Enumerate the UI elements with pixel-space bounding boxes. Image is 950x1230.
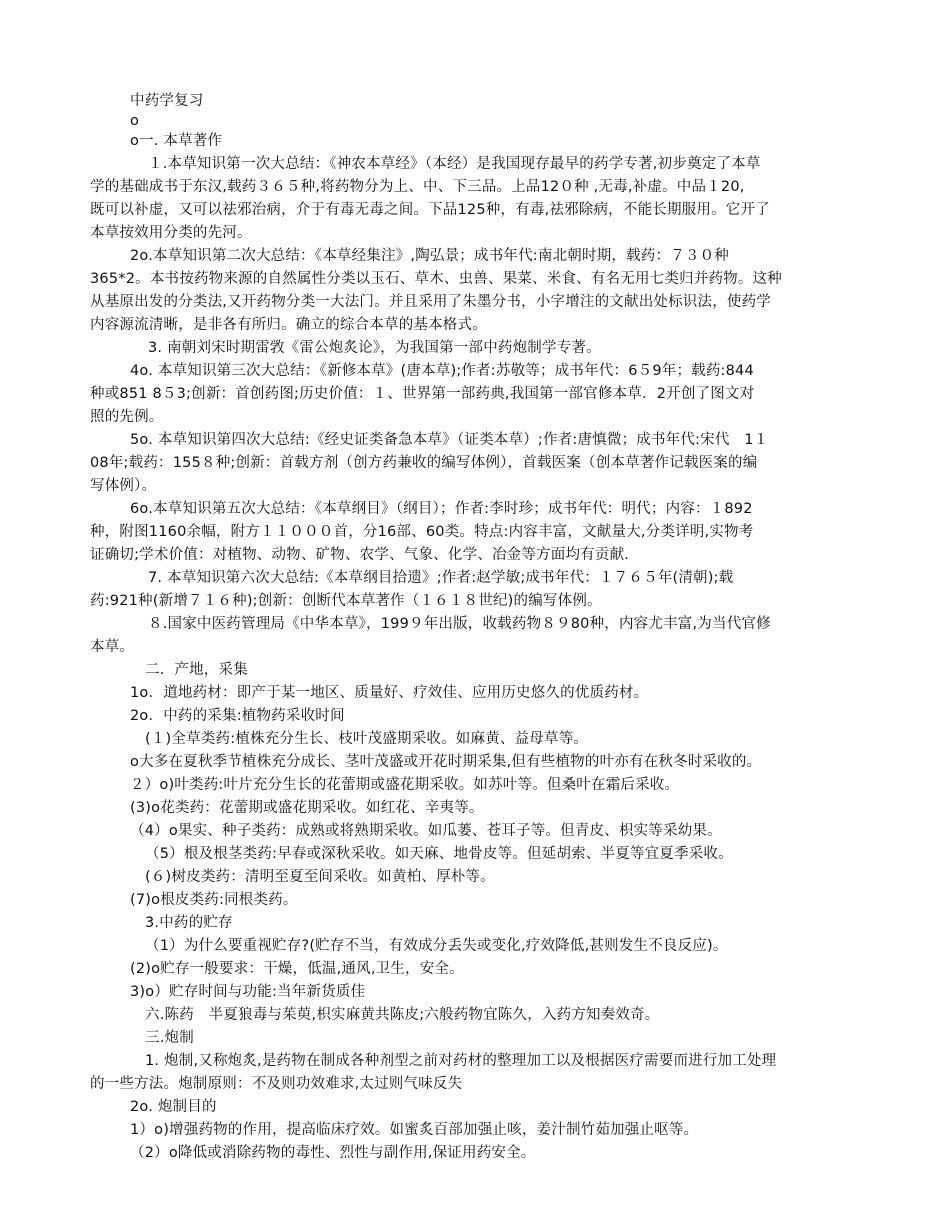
paragraph-line: 1）o)增强药物的作用，提高临床疗效。如蜜炙百部加强止咳，姜汁制竹茹加强止呕等。 [130, 1122, 699, 1138]
paragraph-line: （4）o果实、种子类药：成熟或将熟期采收。如瓜蒌、苍耳子等。但青皮、枳实等采幼果。 [130, 823, 722, 839]
paragraph-line: 既可以补虚，又可以祛邪治病，介于有毒无毒之间。下品125种，有毒,祛邪除病，不能长期服用。它开了 [90, 202, 770, 218]
paragraph-line: 照的先例。 [90, 409, 164, 425]
paragraph-line: 2o．中药的采集:植物药采收时间 [130, 708, 345, 724]
paragraph-line: 种，附图1160余幅，附方１１０００首，分16部、60类。特点:内容丰富，文献量大,分类详明,实物考 [90, 524, 754, 540]
paragraph-line: (3)o花类药：花蕾期或盛花期采收。如红花、辛夷等。 [130, 800, 484, 816]
section-heading: 三.炮制 [145, 1030, 194, 1046]
paragraph-line: (2)o贮存一般要求：干燥，低温,通风,卫生，安全。 [130, 961, 464, 977]
paragraph-line: 2o.本草知识第二次大总结：《本草经集注》,陶弘景；成书年代:南北朝时期，载药：７３０种 [130, 248, 729, 264]
paragraph-line: 内容源流清晰，是非各有所归。确立的综合本草的基本格式。 [90, 317, 487, 333]
paragraph-line: 证确切;学术价值：对植物、动物、矿物、农学、气象、化学、冶金等方面均有贡献. [90, 547, 630, 563]
paragraph-line: 3)o）贮存时间与功能:当年新货质佳 [130, 984, 366, 1000]
paragraph-line: （2）o降低或消除药物的毒性、烈性与副作用,保证用药安全。 [130, 1145, 536, 1161]
paragraph-line: 1o．道地药材：即产于某一地区、质量好、疗效佳、应用历史悠久的优质药材。 [130, 685, 649, 701]
paragraph-line: （5）根及根茎类药:早春或深秋采收。如天麻、地骨皮等。但延胡索、半夏等宜夏季采收。 [145, 846, 733, 862]
paragraph-line: 本草按效用分类的先河。 [90, 225, 252, 241]
section-heading: 二．产地，采集 [145, 662, 248, 678]
paragraph-line: (１)全草类药:植株充分生长、枝叶茂盛期采收。如麻黄、益母草等。 [145, 731, 589, 747]
paragraph-line: 写体例）。 [90, 478, 157, 494]
document-title: 中药学复习 [130, 93, 204, 109]
paragraph-line: １.本草知识第一次大总结：《神农本草经》（本经）是我国现存最早的药学专著,初步奠定了本草 [148, 156, 761, 172]
paragraph-line: 药:921种(新增７１６种);创新：创断代本草著作（１６１８世纪)的编写体例。 [90, 593, 602, 609]
paragraph-line: o大多在夏秋季节植株充分成长、茎叶茂盛或开花时期采集,但有些植物的叶亦有在秋冬时采收的。 [130, 754, 762, 770]
paragraph-line: 365*2。本书按药物来源的自然属性分类以玉石、草木、虫兽、果菜、米食、有名无用七类归并药物。这种 [90, 271, 782, 287]
paragraph-line: 从基原出发的分类法,又开药物分类一大法门。并且采用了朱墨分书，小字增注的文献出处标识法，使药学 [90, 294, 772, 310]
text-line: o [130, 113, 140, 129]
paragraph-line: 08年;载药：155８种;创新：首载方剂（创方药兼收的编写体例），首载医案（创本草著作记载医案的编 [90, 455, 758, 471]
paragraph-line: 4o. 本草知识第三次大总结：《新修本草》(唐本草);作者:苏敬等；成书年代：6５9年；载药:844 [130, 363, 754, 379]
section-heading: o一. 本草著作 [130, 133, 223, 149]
paragraph-line: 六.陈药 半夏狼毒与茱萸,枳实麻黄共陈皮;六般药物宜陈久，入药方知奏效奇。 [145, 1007, 660, 1023]
paragraph-line: 2o. 炮制目的 [130, 1099, 217, 1115]
paragraph-line: 7. 本草知识第六次大总结:《本草纲目拾遗》;作者:赵学敏;成书年代：１７６５年(清朝);载 [148, 570, 734, 586]
paragraph-line: 本草。 [90, 639, 135, 655]
paragraph-line: 6o.本草知识第五次大总结：《本草纲目》（纲目）；作者:李时珍；成书年代：明代；内容：１892 [130, 501, 753, 517]
paragraph-line: 种或851 8５3;创新：首创药图;历史价值：１、世界第一部药典,我国第一部官修本草．2开创了图文对 [90, 386, 755, 402]
paragraph-line: 1. 炮制,又称炮炙,是药物在制成各种剂型之前对药材的整理加工以及根据医疗需要而进行加工处理 [145, 1053, 777, 1069]
paragraph-line: 3. 南朝刘宋时期雷敩《雷公炮炙论》，为我国第一部中药炮制学专著。 [148, 340, 601, 356]
paragraph-line: 学的基础成书于东汉,载药３６５种,将药物分为上、中、下三品。上品12０种 ,无毒,补虚。中品１20, [90, 179, 745, 195]
paragraph-line: ８.国家中医药管理局《中华本草》，199９年出版，收载药物８９80种，内容尤丰富,为当代官修 [148, 616, 771, 632]
paragraph-line: 3.中药的贮存 [145, 915, 233, 931]
paragraph-line: (7)o根皮类药:同根类药。 [130, 892, 298, 908]
paragraph-line: （1）为什么要重视贮存?(贮存不当，有效成分丢失或变化,疗效降低,甚则发生不良反应)。 [145, 938, 728, 954]
paragraph-line: (６)树皮类药：清明至夏至间采收。如黄柏、厚朴等。 [145, 869, 495, 885]
paragraph-line: 5o. 本草知识第四次大总结:《经史证类备急本草》（证类本草）;作者:唐慎微；成书年代:宋代 1１ [130, 432, 769, 448]
paragraph-line: ２）o)叶类药:叶片充分生长的花蕾期或盛花期采收。如苏叶等。但桑叶在霜后采收。 [130, 777, 680, 793]
paragraph-line: 的一些方法。炮制原则：不及则功效难求,太过则气味反失 [90, 1076, 463, 1092]
